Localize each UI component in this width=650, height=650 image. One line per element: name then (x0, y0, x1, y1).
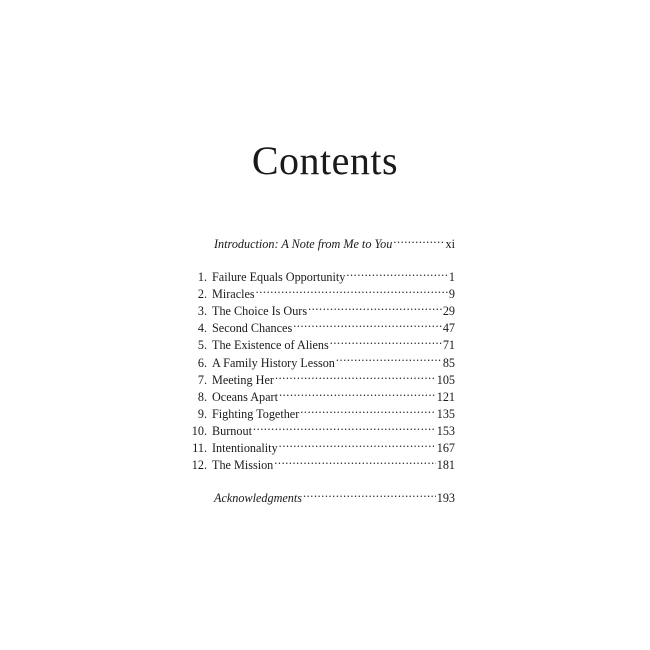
chapter-title: Failure Equals Opportunity (212, 270, 346, 285)
chapter-number: 12. (191, 458, 207, 473)
chapter-number: 10. (191, 423, 207, 438)
chapter-page: 167 (436, 441, 455, 456)
dot-leader (393, 231, 444, 248)
dot-leader (336, 349, 442, 366)
chapter-title: Fighting Together (212, 406, 300, 421)
dot-leader (303, 485, 436, 502)
toc-entry-chapter[interactable] (190, 264, 455, 285)
chapter-title: A Family History Lesson (212, 355, 335, 370)
chapter-title: Oceans Apart (212, 389, 278, 404)
chapter-title: The Mission (212, 458, 274, 473)
chapter-number: 3. (197, 304, 207, 319)
chapter-number: 4. (197, 321, 207, 336)
dot-leader (293, 315, 442, 332)
toc-chapters (190, 264, 455, 473)
dot-leader (300, 401, 435, 418)
dot-leader (308, 298, 442, 315)
chapter-page: 47 (442, 321, 455, 336)
page-title: Contents (251, 138, 399, 183)
chapter-title: Intentionality (212, 441, 278, 456)
chapter-number: 11. (192, 441, 207, 456)
chapter-title: The Existence of Aliens (212, 338, 329, 353)
dot-leader (256, 281, 448, 298)
toc-entry-page: xi (445, 237, 455, 252)
chapter-title: The Choice Is Ours (212, 304, 308, 319)
dot-leader (279, 384, 436, 401)
toc-entry-acknowledgments[interactable] (214, 485, 455, 506)
chapter-title: Miracles (212, 287, 255, 302)
chapter-number: 2. (197, 287, 207, 302)
dot-leader (274, 452, 435, 469)
chapter-page: 181 (436, 458, 455, 473)
toc-entry-label: Introduction: A Note from Me to You (214, 237, 393, 252)
chapter-page: 153 (436, 423, 455, 438)
toc-introduction (214, 231, 455, 252)
chapter-page: 29 (442, 304, 455, 319)
chapter-number: 1. (197, 270, 207, 285)
chapter-number: 5. (197, 338, 207, 353)
toc-entry-label: Acknowledgments (214, 491, 302, 506)
chapter-title: Burnout (212, 423, 252, 438)
chapter-number: 7. (197, 372, 207, 387)
dot-leader (253, 418, 436, 435)
chapter-page: 105 (436, 372, 455, 387)
dot-leader (279, 435, 436, 452)
chapter-page: 121 (436, 389, 455, 404)
chapter-number: 6. (197, 355, 207, 370)
dot-leader (275, 367, 436, 384)
toc-entry-introduction[interactable] (214, 231, 455, 252)
chapter-page: 1 (448, 270, 455, 285)
chapter-page: 85 (442, 355, 455, 370)
toc-acknowledgments (214, 485, 455, 506)
dot-leader (330, 332, 442, 349)
chapter-page: 9 (448, 287, 455, 302)
dot-leader (346, 264, 448, 281)
chapter-title: Second Chances (212, 321, 293, 336)
chapter-number: 9. (197, 406, 207, 421)
chapter-page: 135 (436, 406, 455, 421)
chapter-number: 8. (197, 389, 207, 404)
chapter-title: Meeting Her (212, 372, 274, 387)
toc-entry-page: 193 (436, 491, 455, 506)
chapter-page: 71 (442, 338, 455, 353)
